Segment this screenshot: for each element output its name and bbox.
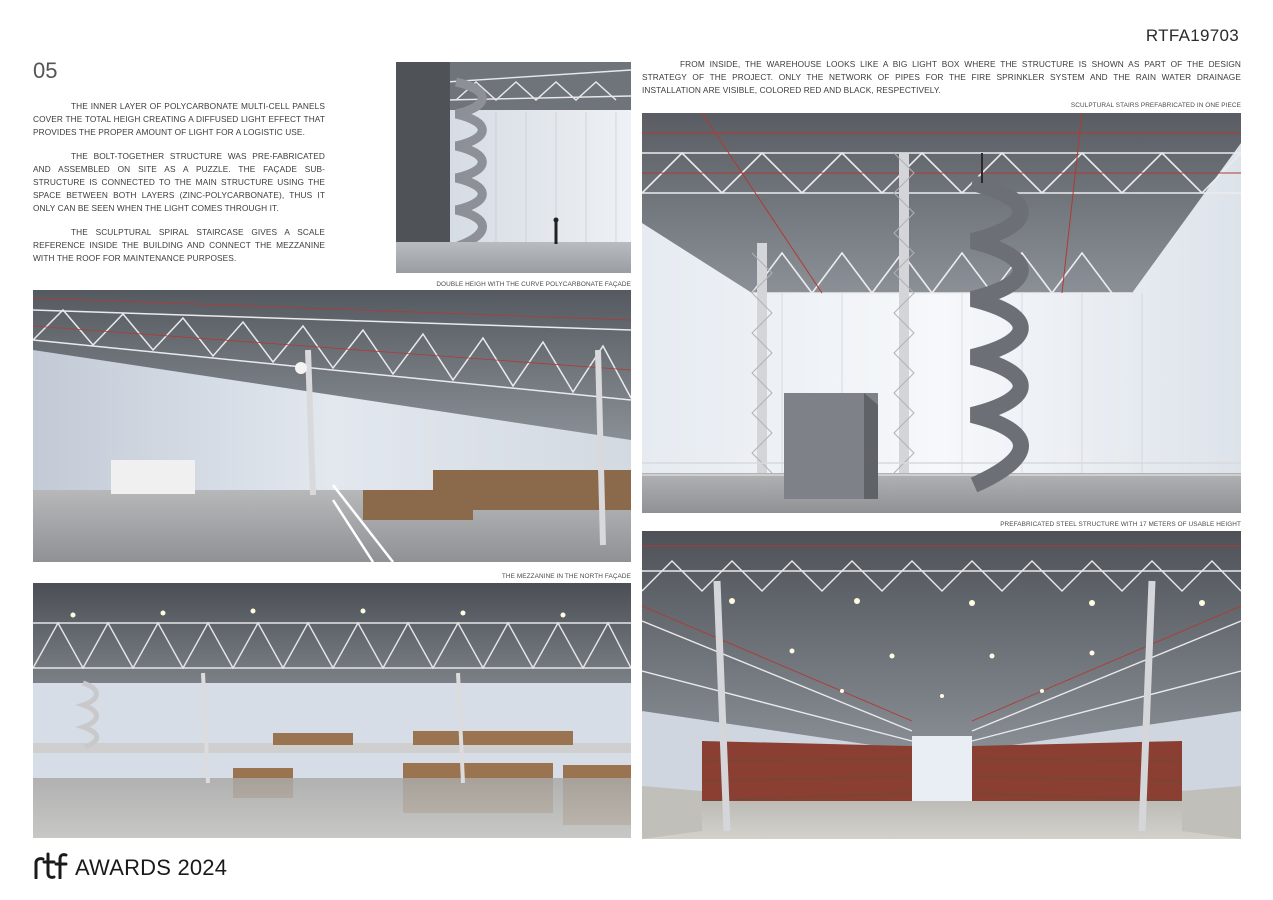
left-text-block <box>33 100 325 265</box>
caption-mezzanine: THE MEZZANINE IN THE NORTH FAÇADE <box>501 573 631 580</box>
photo-double-height <box>396 62 631 273</box>
reference-code: RTFA19703 <box>1145 26 1239 45</box>
right-text-block <box>642 58 1241 96</box>
paragraph-staircase: THE SCULPTURAL SPIRAL STAIRCASE GIVES A SCALE REFERENCE INSIDE THE BUILDING AND CONNECT THE MEZZANINE WITH THE ROOF FOR MAINTENANCE PURPOSES. <box>33 227 325 263</box>
paragraph-light-box: FROM INSIDE, THE WAREHOUSE LOOKS LIKE A BIG LIGHT BOX WHERE THE STRUCTURE IS SHOWN AS PART OF THE DESIGN STRATEGY OF THE PROJECT. ONLY THE NETWORK OF PIPES FOR THE FIRE SPRINKLER SYSTEM AND THE RAIN WATER DRAINAGE INSTALLATION ARE VISIBLE, COLORED RED AND BLACK, RESPECTIVELY. <box>642 59 1241 95</box>
rtf-logo-mark-icon <box>33 851 69 879</box>
awards-year-label: AWARDS 2024 <box>75 855 228 880</box>
caption-stairs: SCULPTURAL STAIRS PREFABRICATED IN ONE PIECE <box>1070 102 1241 109</box>
paragraph-structure: THE BOLT-TOGETHER STRUCTURE WAS PRE-FABRICATED AND ASSEMBLED ON SITE AS A PUZZLE. THE FAÇADE SUB-STRUCTURE IS CONNECTED TO THE MAIN STRUCTURE USING THE SPACE BETWEEN BOTH LAYERS (ZINC-POLYCARBONATE), THUS IT ONLY CAN BE SEEN WHEN THE LIGHT COMES THROUGH IT. <box>33 151 325 213</box>
footer-logo <box>33 851 227 879</box>
paragraph-polycarbonate: THE INNER LAYER OF POLYCARBONATE MULTI-CELL PANELS COVER THE TOTAL HEIGH CREATING A DIFFUSED LIGHT EFFECT THAT PROVIDES THE PROPER AMOUNT OF LIGHT FOR A LOGISTIC USE. <box>33 101 325 137</box>
photo-sculptural-stairs <box>642 113 1241 513</box>
page-number: 05 <box>33 58 58 83</box>
caption-double-height: DOUBLE HEIGH WITH THE CURVE POLYCARBONATE FAÇADE <box>436 281 631 288</box>
photo-mezzanine-north <box>33 290 631 562</box>
caption-steel-structure: PREFABRICATED STEEL STRUCTURE WITH 17 METERS OF USABLE HEIGHT <box>1000 521 1241 528</box>
photo-warehouse-mezzanine-stacks <box>33 583 631 838</box>
photo-steel-structure <box>642 531 1241 839</box>
